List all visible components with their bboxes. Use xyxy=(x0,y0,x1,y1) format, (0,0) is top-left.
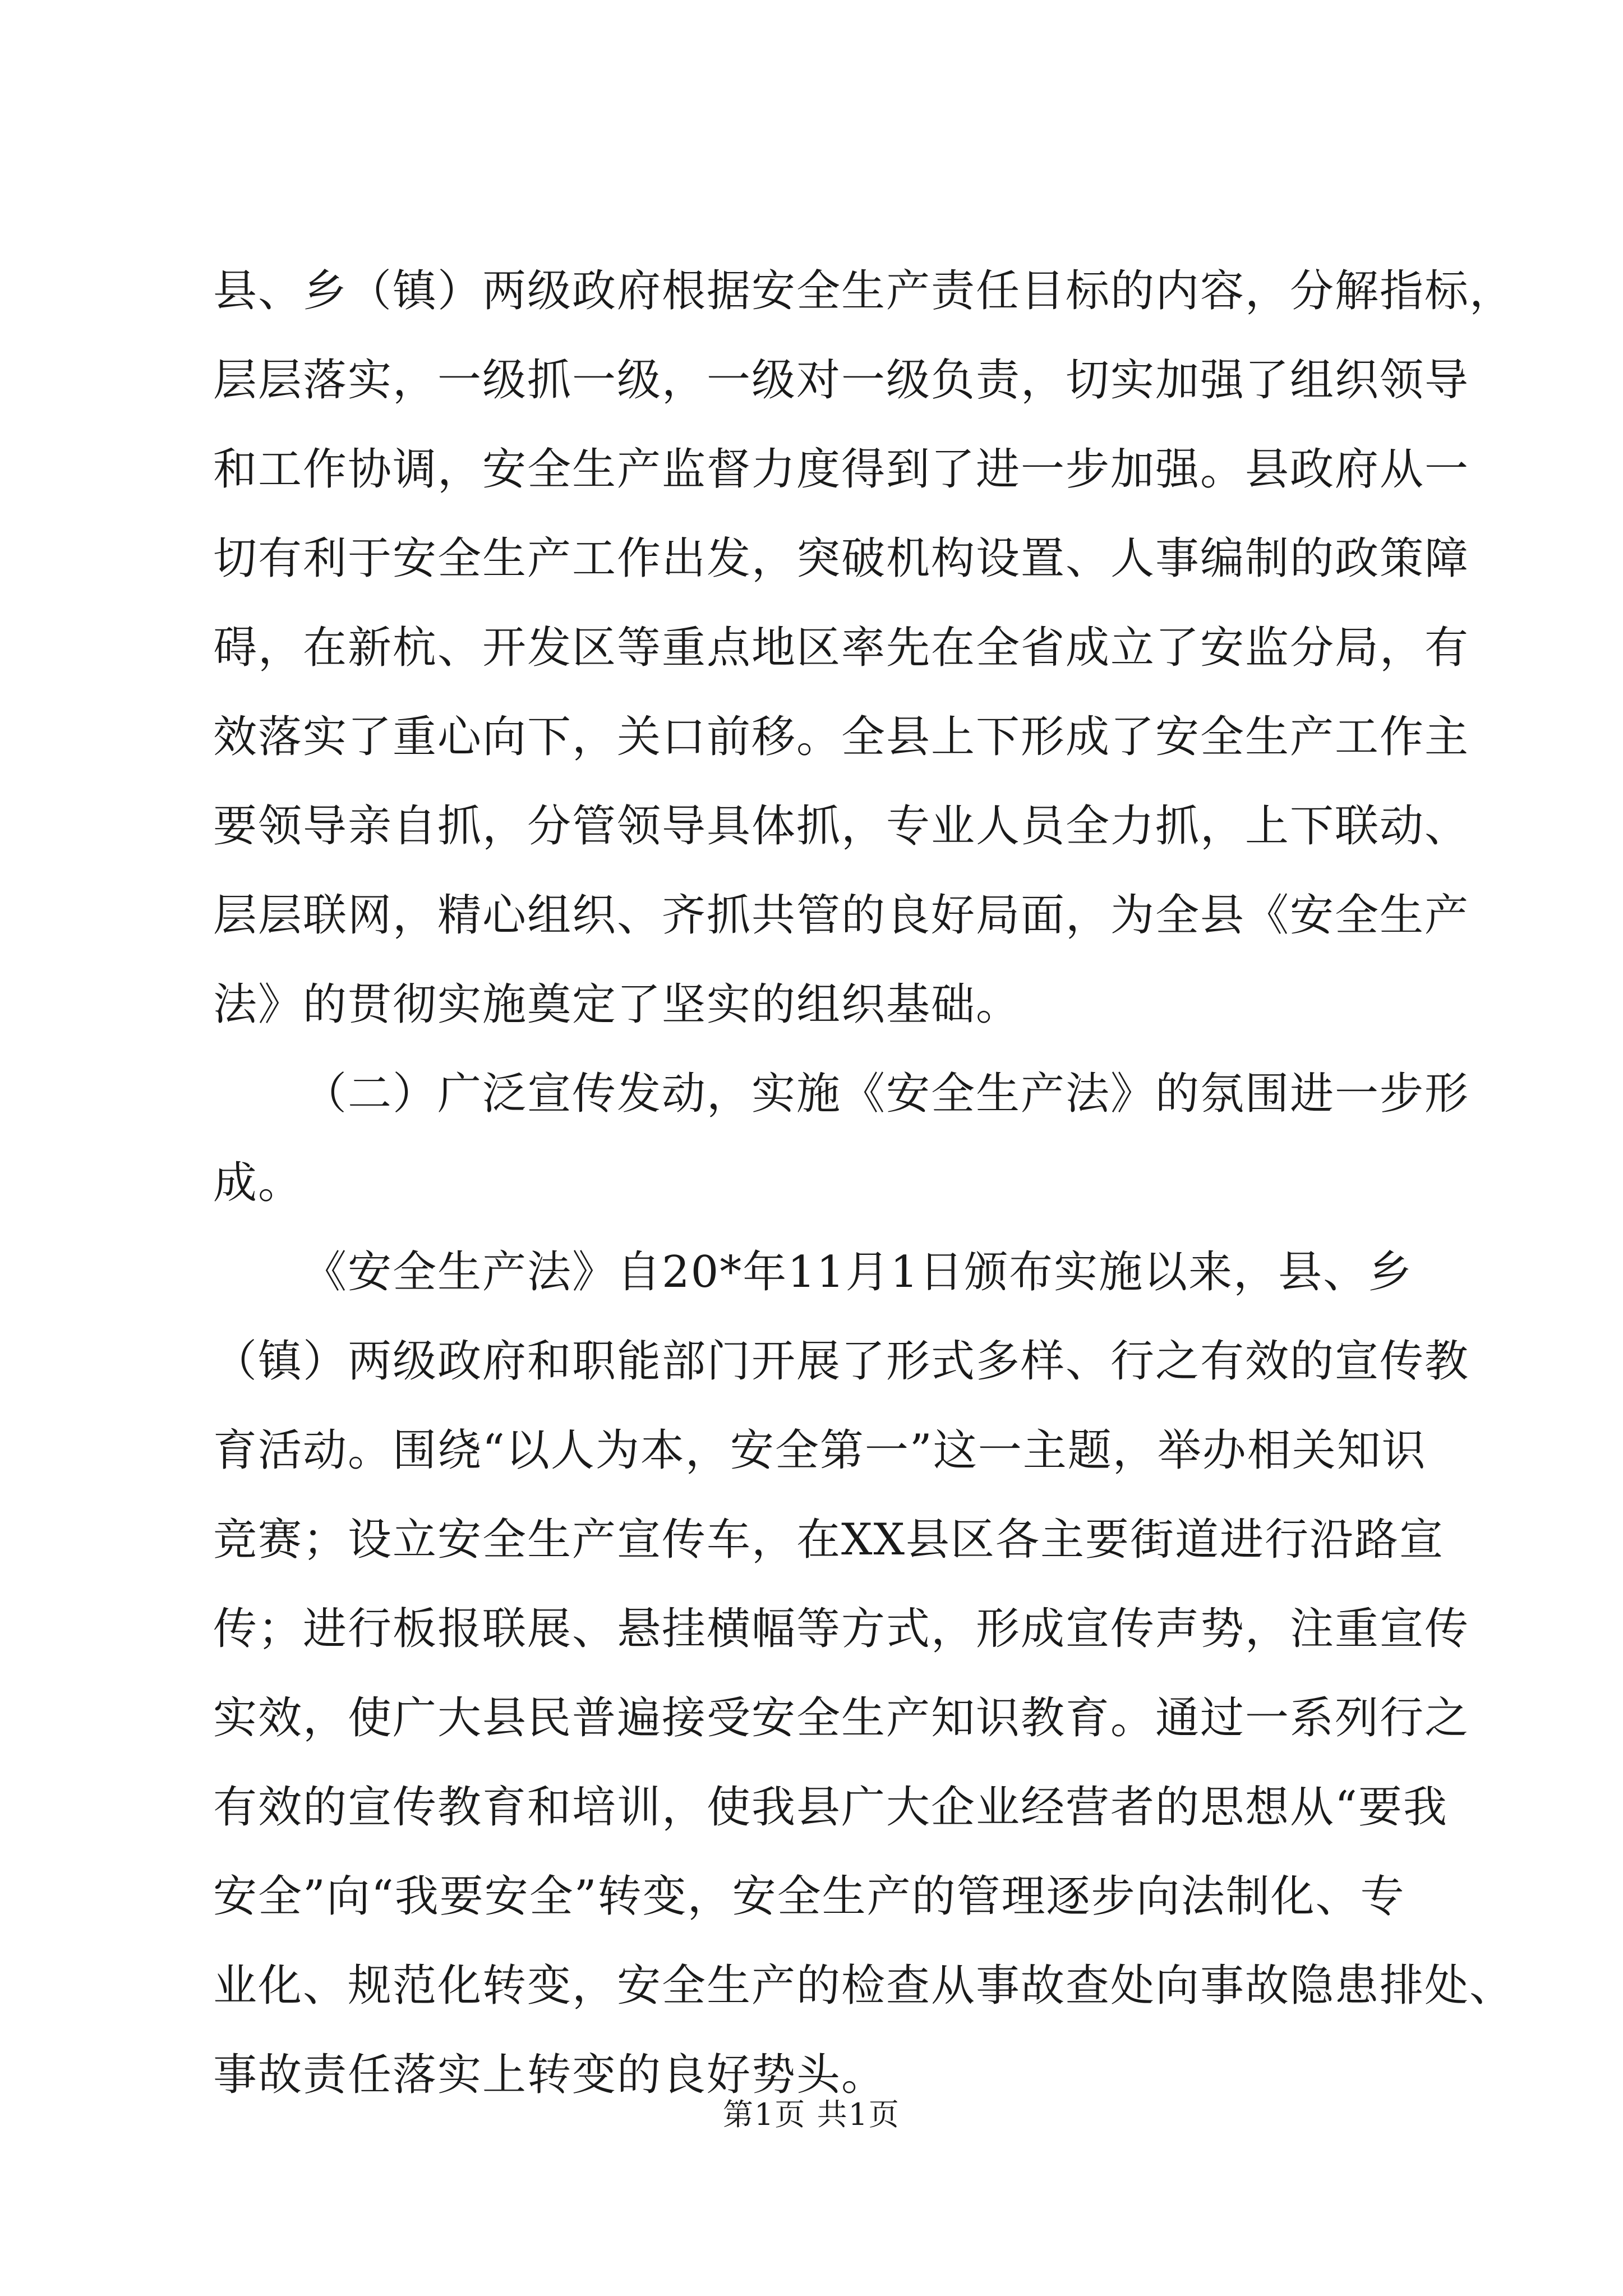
body-line: 层层落实，一级抓一级，一级对一级负责，切实加强了组织领导 xyxy=(213,355,1470,406)
body-line: （镇）两级政府和职能部门开展了形式多样、行之有效的宣传教 xyxy=(213,1336,1470,1387)
document-body xyxy=(213,247,1515,2120)
section-heading-line: 成。 xyxy=(213,1158,303,1208)
body-line: 法》的贯彻实施奠定了坚实的组织基础。 xyxy=(213,979,1021,1030)
body-line: 层层联网，精心组织、齐抓共管的良好局面，为全县《安全生产 xyxy=(213,890,1470,941)
body-line: 传；进行板报联展、悬挂横幅等方式，形成宣传声势，注重宣传 xyxy=(213,1604,1470,1654)
page-footer xyxy=(0,2095,1623,2134)
body-line: 事故责任落实上转变的良好势头。 xyxy=(213,2050,887,2100)
body-line: 要领导亲自抓，分管领导具体抓，专业人员全力抓，上下联动、 xyxy=(213,801,1470,852)
body-line: 碍，在新杭、开发区等重点地区率先在全省成立了安监分局，有 xyxy=(213,623,1470,673)
body-line: 竞赛；设立安全生产宣传车，在XX县区各主要街道进行沿路宣 xyxy=(213,1515,1445,1565)
page-number: 第1页 共1页 xyxy=(723,2097,900,2132)
body-line: 育活动。围绕“以人为本，安全第一”这一主题，举办相关知识 xyxy=(213,1425,1427,1476)
body-line: 和工作协调，安全生产监督力度得到了进一步加强。县政府从一 xyxy=(213,444,1470,495)
body-line: 切有利于安全生产工作出发，突破机构设置、人事编制的政策障 xyxy=(213,533,1470,584)
body-line: 业化、规范化转变，安全生产的检查从事故查处向事故隐患排处、 xyxy=(213,1961,1515,2011)
body-line: 效落实了重心向下，关口前移。全县上下形成了安全生产工作主 xyxy=(213,712,1470,762)
body-line: 县、乡（镇）两级政府根据安全生产责任目标的内容，分解指标， xyxy=(213,266,1515,316)
section-heading-line: （二）广泛宣传发动，实施《安全生产法》的氛围进一步形 xyxy=(303,1069,1470,1119)
body-line: 有效的宣传教育和培训，使我县广大企业经营者的思想从“要我 xyxy=(213,1782,1448,1833)
body-line: 《安全生产法》自20*年11月1日颁布实施以来，县、乡 xyxy=(303,1247,1413,1297)
body-line: 安全”向“我要安全”转变，安全生产的管理逐步向法制化、专 xyxy=(213,1871,1405,1922)
body-line: 实效，使广大县民普遍接受安全生产知识教育。通过一系列行之 xyxy=(213,1693,1470,1743)
